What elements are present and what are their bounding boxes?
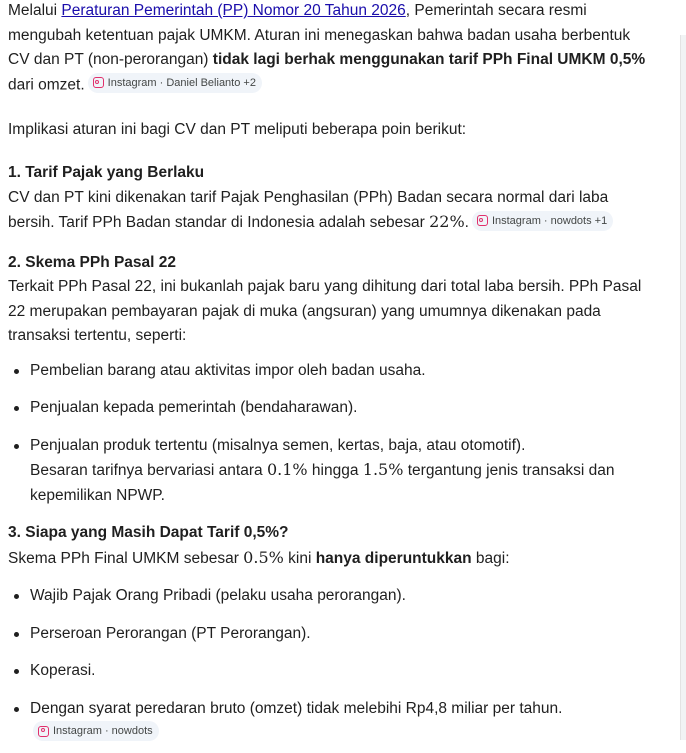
- instagram-icon: [93, 77, 104, 88]
- tax-rate-value: 22%: [429, 212, 465, 231]
- section-3-text: Skema PPh Final UMKM sebesar 0.5% kini hanya diperuntukkan bagi:: [8, 547, 510, 567]
- section-3-title: 3. Siapa yang Masih Dapat Tarif 0,5%?: [8, 524, 289, 541]
- umkm-rate-value: 0.5%: [243, 547, 284, 567]
- list-item: Wajib Pajak Orang Pribadi (pelaku usaha perorangan).: [8, 584, 646, 609]
- section-2-title: 2. Skema PPh Pasal 22: [8, 253, 177, 271]
- list-item: Penjualan kepada pemerintah (bendaharawan).: [8, 396, 646, 421]
- rate-low-value: 0.1%: [266, 460, 308, 479]
- answer-content: [8, 0, 646, 746]
- implications-paragraph: Implikasi aturan ini bagi CV dan PT meliputi beberapa poin berikut:: [8, 120, 467, 138]
- scrollbar-track[interactable]: [680, 35, 686, 740]
- source-chip-1[interactable]: Instagram · Daniel Belianto +2: [88, 73, 262, 93]
- source-chip-3[interactable]: Instagram · nowdots: [33, 721, 159, 741]
- section-1-title: 1. Tarif Pajak yang Berlaku: [8, 164, 205, 181]
- regulation-link[interactable]: Peraturan Pemerintah (PP) Nomor 20 Tahun 2026: [61, 2, 406, 19]
- list-item: Penjualan produk tertentu (misalnya semen, kertas, baja, atau otomotif). Besaran tarifnya bervariasi antara 0.1% hingga 1.5% tergantung jenis transaksi dan kepemilikan NPWP.: [8, 434, 646, 509]
- section-3-list: [8, 584, 646, 746]
- section-1-text: CV dan PT kini dikenakan tarif Pajak Penghasilan (PPh) Badan secara normal dari laba bersih. Tarif PPh Badan standar di Indonesia adalah sebesar 22%. Instagram · nowdots +1: [8, 186, 646, 236]
- source-chip-2[interactable]: Instagram · nowdots +1: [472, 211, 613, 231]
- list-item: Perseroan Perorangan (PT Perorangan).: [8, 622, 646, 647]
- intro-paragraph: Melalui Peraturan Pemerintah (PP) Nomor 20 Tahun 2026, Pemerintah secara resmi mengubah ketentuan pajak UMKM. Aturan ini menegaskan bahwa badan usaha berbentuk CV dan PT (non-perorangan) tidak lagi berhak menggunakan tarif PPh Final UMKM 0,5% dari omzet. Instagram · Daniel Belianto +2: [8, 2, 646, 93]
- list-item: Dengan syarat peredaran bruto (omzet) tidak melebihi Rp4,8 miliar per tahun. Instagram · nowdots: [8, 697, 568, 747]
- intro-bold: tidak lagi berhak menggunakan tarif PPh Final UMKM 0,5%: [212, 51, 646, 68]
- section-2-list: [8, 359, 646, 509]
- rate-high-value: 1.5%: [362, 460, 404, 479]
- list-item: Pembelian barang atau aktivitas impor oleh badan usaha.: [8, 359, 646, 384]
- list-item: Koperasi.: [8, 659, 646, 684]
- instagram-icon: [38, 726, 49, 737]
- section-2-text: Terkait PPh Pasal 22, ini bukanlah pajak baru yang dihitung dari total laba bersih. PPh Pasal 22 merupakan pembayaran pajak di muka (angsuran) yang umumnya dikenakan pada transaksi tertentu, seperti:: [8, 278, 642, 344]
- instagram-icon: [477, 215, 488, 226]
